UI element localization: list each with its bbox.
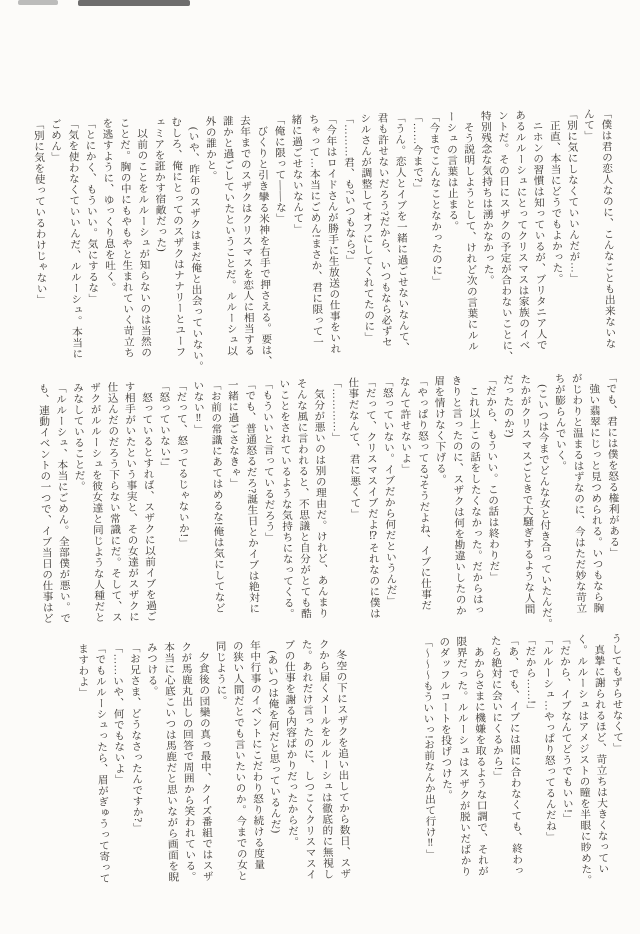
text-column: 「俺に限って——な」 — [273, 114, 287, 224]
text-column: 本当に心底こいつは馬鹿だと思いながら画面を睨 — [162, 641, 179, 883]
text-column: んて」 — [582, 108, 595, 142]
text-column: 「もういいと言っているだろう」 — [261, 378, 276, 544]
text-column: きりと言ったのに、スザクは何を勘違いしたのか — [450, 374, 466, 617]
text-column: 「うん。恋人とイブを一緒に過ごせないなんて、 — [393, 111, 410, 354]
text-column: そんな風に言われると、不思議と自分がとても酷 — [295, 377, 312, 619]
text-band-middle — [34, 372, 624, 639]
text-column: がじわりと温まるはずなのに、今はただ妙な苛立 — [570, 372, 587, 614]
text-column: だったのか?) — [501, 373, 515, 438]
text-column: 「お前の常識にあてはめるな!俺は気にしてなど — [209, 379, 225, 614]
text-column: 怒っているとすれば、スザクに以前イブを過ご — [140, 380, 157, 622]
text-column: 「……今まで?」 — [410, 111, 424, 194]
text-column: なんて許せないよ」 — [398, 375, 412, 475]
text-column: (あいつは俺を何だと思っているんだ) — [266, 639, 281, 834]
text-band-top — [29, 108, 619, 375]
text-column: ーシュの言葉は止まる。 — [445, 110, 459, 232]
text-column: 「だって、クリスマスイブだよ⁉それなのに僕は — [364, 376, 380, 620]
text-column: を逃すように、ゆっくり息を吐く。 — [101, 117, 116, 293]
text-column: 仕込んだのだろう下らない常識にだ。そして、ス — [106, 381, 122, 623]
text-column: 以前のことをルルーシュが知らないのは当然の — [135, 116, 152, 359]
scan-smudge — [18, 0, 58, 5]
text-column: たら絶対に会いにくるから!」 — [489, 635, 504, 782]
text-column: たかがクリスマスごときで大騒ぎするような人間 — [519, 373, 535, 615]
text-column: 「だから……!」 — [524, 634, 537, 716]
text-column: 「今までこんなことなかったのに」 — [428, 111, 443, 287]
text-column: ちが膨らんでいく。 — [553, 372, 567, 472]
text-column: (こいつは今までどんな女と付き合っていたんだ。 — [536, 373, 553, 630]
text-column: 仕事だなんて、君に悪くて」 — [347, 376, 361, 520]
text-column: 「やっぱり怒ってる?そうだよね、イブに仕事だ — [415, 375, 432, 611]
text-column: 一緒に過ごさなきゃ」 — [226, 379, 240, 489]
text-column: 限界だった。ルルーシュはスザクが脱いだばかり — [455, 635, 471, 877]
text-column: す相手がいたという事実と、その女達がスザクに — [123, 381, 140, 623]
text-column: クから届くメールをルルーシュは徹底的に無視し — [317, 638, 334, 880]
text-column: 誰かと過ごしていたということだ。ルルーシュ以 — [221, 115, 238, 357]
text-column: 「〜〜〜もういいっ!お前なんか出て行け‼」 — [420, 636, 437, 861]
text-column: 緒に過ごせないなんて」 — [290, 113, 304, 235]
text-column: 「だから、もういい。この話は終わりだ」 — [484, 374, 500, 583]
text-column: クが馬鹿丸出しの回答で周囲から笑われている。 — [180, 641, 196, 883]
text-column: 強い翡翠にじっと見つめられる。いつもなら胸 — [587, 372, 604, 614]
text-column: 「でも、君には僕を怒る権利がある」 — [605, 371, 620, 559]
text-column: あるルルーシュにとってクリスマスは家族のイベ — [514, 109, 530, 351]
text-column: うしてもずらせなくて」 — [610, 632, 624, 754]
text-column: 「怒っていない!」 — [157, 380, 171, 473]
text-column: ちゃって…本当にごめん!まさか、君に限って一 — [307, 113, 324, 348]
text-column: 特別残念な気持ちは湧かなかった。 — [479, 110, 494, 286]
text-column: の狭い人間だとでも言いたいのか。今までの女と — [231, 640, 248, 882]
text-column: 「今年はロイドさんが勝手に生放送の仕事をいれ — [324, 113, 341, 355]
text-column: も、連動イベントの一つで、イブ当日の仕事はど — [37, 382, 54, 624]
text-column: 「別に気を使っているわけじゃない」 — [32, 118, 47, 306]
text-column: ブの仕事を謝る内容ばかりだったからだ。 — [283, 639, 299, 848]
text-column: 真摯に謝られるほど、苛立ちは大きくなってい — [592, 633, 609, 875]
text-column: これ以上この話をしたくなかった。だからはっ — [467, 374, 484, 616]
text-band-bottom — [74, 633, 630, 910]
text-column: あからさまに機嫌を取るような口調で、それが — [472, 635, 489, 877]
text-column: 外の誰かと。 — [204, 115, 217, 182]
text-column: 「お兄さま、どうなさったんですか?」 — [128, 642, 144, 834]
text-column: のダッフルコートを投げつけた。 — [438, 636, 453, 801]
text-column: 年中行事のイベントにこだわり怒り続ける度量 — [248, 639, 265, 870]
text-column: 冬空の下にスザクを追い出してから数日、スザ — [334, 638, 351, 880]
text-column: 「………君、も?いつもなら?」 — [342, 112, 356, 266]
text-column: 夕食後の団欒の真っ最中、クイズ番組ではスザ — [197, 640, 213, 882]
text-column: 「気を使わなくていいんだ、ルルーシュ。本当に — [66, 118, 83, 360]
text-column: ェミアを誑かす宿敵だった) — [152, 116, 167, 253]
text-column: いない‼」 — [192, 379, 205, 436]
text-column: 眉を情けなく下げる。 — [433, 375, 447, 485]
text-column: 「…………」 — [329, 377, 343, 444]
text-column: むしろ、俺にとってのスザクはナナリーとユーフ — [170, 116, 186, 358]
text-column: 「怒っていない。イブだから何だというんだ」 — [381, 376, 397, 607]
text-column: 「だって、怒ってるじゃないか!」 — [175, 380, 190, 549]
text-column: ニホンの習慣は知っているが、ブリタニア人で — [531, 109, 547, 351]
text-column: いことをされているような気持ちになってくる。 — [278, 378, 294, 620]
text-column: 「とにかく、もういい。気にするな」 — [84, 117, 99, 305]
scan-smudge — [78, 0, 190, 6]
text-column: 「別に気にしなくていいんだが…」 — [565, 108, 580, 285]
text-column: ザクがルルーシュを彼女達と同じような人種だと — [89, 381, 105, 623]
text-column: 「でもルルーシュったら、眉がぎゅうって寄って — [94, 642, 110, 884]
text-column: 君も許せないだろう?だから、いつもなら必ずセ — [376, 112, 392, 348]
text-column: ことだ。胸の中にもやもやと生まれていく苛立ち — [118, 117, 135, 359]
text-column: (いや、昨年のスザクはまだ俺と出会っていない。 — [187, 115, 204, 372]
text-column: 「ルルーシュ、本当にごめん。全部僕が悪い。で — [54, 382, 71, 624]
text-column: た。あれだけ言ったのに、しつこくクリスマスイ — [300, 638, 317, 880]
text-column: 「ルルーシュ…やっぱり怒ってるんだね」 — [541, 634, 557, 843]
text-column: ごめん」 — [49, 118, 62, 163]
text-column: びくりと引き攣る米神を右手で押さえる。要は、 — [256, 114, 272, 367]
text-column: 正直、本当にどうでもよかった。 — [548, 109, 563, 285]
text-column: 「あ、でも、イブには間に合わなくても、終わっ — [506, 634, 523, 876]
text-column: みなしていることだ。 — [71, 382, 85, 492]
text-column: ますわよ」 — [76, 643, 89, 699]
text-column: シルさんが調整してオフにしてくれてたのに」 — [359, 112, 375, 343]
text-column: みつける。 — [145, 641, 158, 697]
text-column: 去年までのスザクはクリスマスを恋人に相当する — [238, 114, 255, 357]
text-column: 気分が悪いのは別の理由だ。けれど、あんまり — [312, 377, 329, 619]
text-column: く。ルルーシュはアメジストの瞳を半眼に眇めた。 — [575, 633, 592, 886]
text-column: 「……いや、何でもないよ」 — [111, 642, 126, 786]
text-column: 「僕は君の恋人なのに、こんなことも出来ないな — [600, 108, 616, 350]
text-column: 「だから、イブなんてどうでもいい!」 — [558, 633, 574, 825]
text-column: 同じように。 — [214, 640, 227, 707]
text-column: ントだ。その日にスザクの予定が合わないことに、 — [496, 110, 513, 363]
text-column: そう説明しようとして、けれど次の言葉にルル — [462, 110, 479, 352]
text-column: 「でも、普通怒るだろ?誕生日とかイブは絶対に — [243, 378, 260, 615]
